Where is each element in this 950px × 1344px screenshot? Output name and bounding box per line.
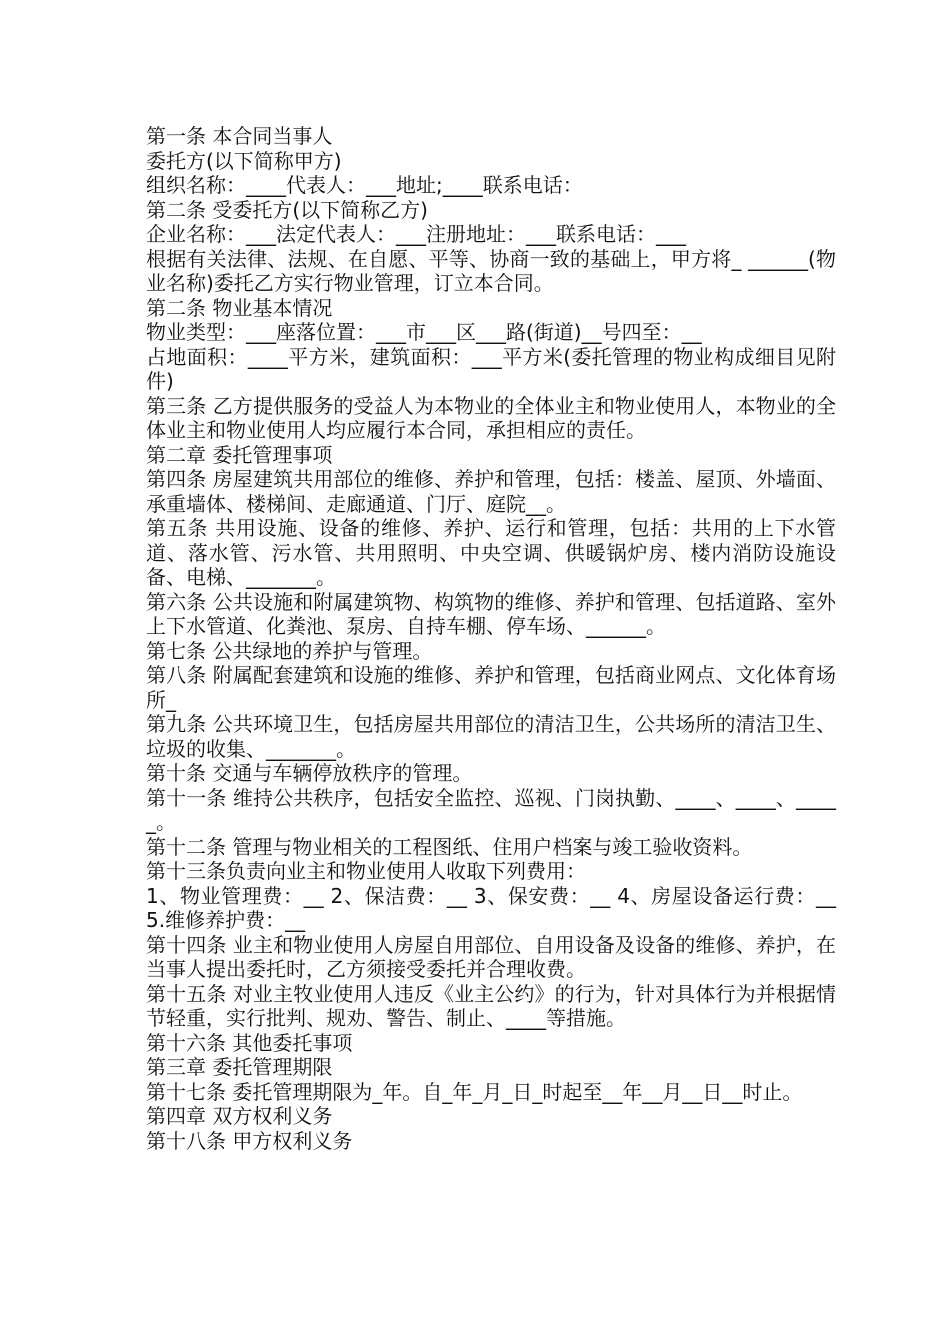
article-6-paragraph: 第六条 公共设施和附属建筑物、构筑物的维修、养护和管理、包括道路、室外上下水管道、化粪池、泵房、自持车棚、停车场、______。 bbox=[146, 589, 836, 638]
article-4-paragraph: 第四条 房屋建筑共用部位的维修、养护和管理，包括：楼盖、屋顶、外墙面、承重墙体、楼梯间、走廊通道、门厅、庭院__。 bbox=[146, 467, 836, 516]
article-18-heading: 第十八条 甲方权利义务 bbox=[146, 1128, 353, 1153]
party-b-heading: 第二条 受委托方(以下简称乙方) bbox=[146, 197, 428, 222]
article-1-heading: 第一条 本合同当事人 bbox=[146, 124, 333, 148]
article-17-paragraph: 第十七条 委托管理期限为_年。自_年_月_日_时起至__年__月__日__时止。 bbox=[146, 1079, 803, 1104]
fee-list: 1、物业管理费：__ 2、保洁费：__ 3、保安费：__ 4、房屋设备运行费：__ 5.维修养护费：__ bbox=[146, 883, 836, 932]
article-9-paragraph: 第九条 公共环境卫生，包括房屋共用部位的清洁卫生，公共场所的清洁卫生、垃圾的收集、_______。 bbox=[146, 712, 836, 761]
article-5-paragraph: 第五条 共用设施、设备的维修、养护、运行和管理，包括：共用的上下水管道、落水管、污水管、共用照明、中央空调、供暖锅炉房、楼内消防设施设备、电梯、_______。 bbox=[146, 516, 836, 589]
article-14-paragraph: 第十四条 业主和物业使用人房屋自用部位、自用设备及设备的维修、养护，在当事人提出委托时，乙方须接受委托并合理收费。 bbox=[146, 932, 836, 981]
article-15-paragraph: 第十五条 对业主牧业使用人违反《业主公约》的行为，针对具体行为并根据情节轻重，实行批判、规劝、警告、制止、____等措施。 bbox=[146, 981, 836, 1030]
article-11-paragraph: 第十一条 维持公共秩序，包括安全监控、巡视、门岗执勤、____、____、_____。 bbox=[146, 785, 836, 834]
chapter-2-heading: 第二章 委托管理事项 bbox=[146, 442, 333, 467]
article-10-paragraph: 第十条 交通与车辆停放秩序的管理。 bbox=[146, 761, 473, 785]
party-a-fields: 组织名称：____代表人：___地址;____联系电话： bbox=[146, 173, 583, 197]
property-area-fields: 占地面积：____平方米，建筑面积：___平方米(委托管理的物业构成细目见附件) bbox=[146, 344, 836, 393]
article-13-paragraph: 第十三条负责向业主和物业使用人收取下列费用： bbox=[146, 859, 586, 883]
party-a-heading: 委托方(以下简称甲方) bbox=[146, 148, 342, 173]
contract-basis-paragraph: 根据有关法律、法规、在自愿、平等、协商一致的基础上，甲方将_ ______(物业名称)委托乙方实行物业管理，订立本合同。 bbox=[146, 246, 836, 295]
contract-document bbox=[146, 124, 836, 1153]
party-b-fields: 企业名称：___法定代表人：___注册地址：___联系电话：___ bbox=[146, 222, 686, 246]
article-3-paragraph: 第三条 乙方提供服务的受益人为本物业的全体业主和物业使用人，本物业的全体业主和物业使用人均应履行本合同，承担相应的责任。 bbox=[146, 393, 836, 442]
article-8-paragraph: 第八条 附属配套建筑和设施的维修、养护和管理，包括商业网点、文化体育场所_ bbox=[146, 663, 836, 712]
article-7-paragraph: 第七条 公共绿地的养护与管理。 bbox=[146, 638, 433, 663]
article-12-paragraph: 第十二条 管理与物业相关的工程图纸、住用户档案与竣工验收资料。 bbox=[146, 834, 753, 859]
chapter-4-heading: 第四章 双方权利义务 bbox=[146, 1104, 333, 1128]
property-info-heading: 第二条 物业基本情况 bbox=[146, 295, 333, 320]
chapter-3-heading: 第三章 委托管理期限 bbox=[146, 1055, 333, 1079]
article-16-paragraph: 第十六条 其他委托事项 bbox=[146, 1030, 353, 1055]
property-type-fields: 物业类型：___座落位置：___市___区___路(街道)__号四至：__ bbox=[146, 320, 702, 344]
